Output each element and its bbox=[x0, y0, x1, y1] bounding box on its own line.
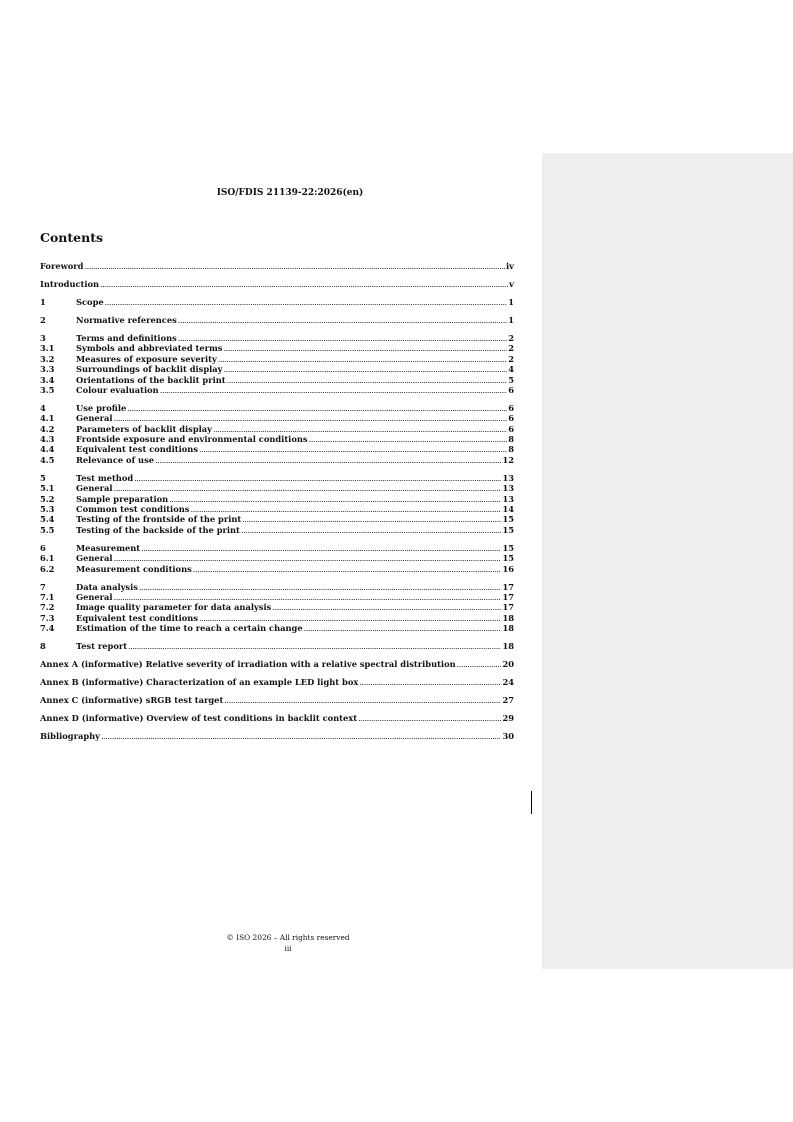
toc-dot-leader bbox=[101, 731, 501, 741]
toc-entry-page: 13 bbox=[502, 472, 514, 483]
toc-entry-title: Bibliography bbox=[40, 730, 101, 741]
toc-entry-title: Sample preparation bbox=[76, 493, 169, 504]
toc-entry[interactable] bbox=[40, 713, 514, 723]
toc-dot-leader bbox=[242, 514, 501, 524]
toc-dot-leader bbox=[358, 713, 501, 723]
toc-entry-title: Annex D (informative) Overview of test conditions in backlit context bbox=[40, 713, 358, 723]
toc-entry-title: Test report bbox=[76, 641, 128, 652]
toc-entry-page: 29 bbox=[502, 713, 514, 723]
toc-entry-number: 4 bbox=[40, 402, 46, 413]
toc-entry-number: 5.2 bbox=[40, 493, 55, 504]
toc-entry-page: 17 bbox=[502, 591, 514, 602]
toc-entry-title: Introduction bbox=[40, 278, 100, 289]
toc-entry-number: 7.3 bbox=[40, 612, 55, 623]
copyright-notice: © ISO 2026 – All rights reserved bbox=[226, 933, 350, 942]
toc-entry-number: 4.4 bbox=[40, 444, 55, 455]
toc-entry[interactable] bbox=[40, 343, 514, 353]
toc-entry-page: 12 bbox=[502, 454, 514, 465]
toc-entry-title: Symbols and abbreviated terms bbox=[76, 343, 223, 354]
toc-dot-leader bbox=[241, 525, 502, 535]
toc-entry-title: Orientations of the backlit print bbox=[76, 374, 226, 385]
toc-entry-page: 8 bbox=[508, 444, 514, 455]
toc-entry-number: 3 bbox=[40, 332, 46, 343]
toc-entry[interactable] bbox=[40, 455, 514, 465]
toc-entry[interactable] bbox=[40, 354, 514, 364]
toc-entry-title: Annex A (informative) Relative severity of irradiation with a relative spectral distribution bbox=[40, 659, 456, 670]
toc-entry-page: 2 bbox=[508, 343, 514, 354]
toc-dot-leader bbox=[199, 444, 507, 454]
toc-dot-leader bbox=[134, 473, 501, 483]
toc-entry-title: Frontside exposure and environmental conditions bbox=[76, 434, 308, 445]
toc-dot-leader bbox=[359, 677, 501, 687]
toc-entry-number: 7.1 bbox=[40, 591, 55, 602]
toc-entry-title: Equivalent test conditions bbox=[76, 612, 198, 623]
table-of-contents bbox=[40, 261, 514, 741]
toc-entry-page: 27 bbox=[502, 695, 514, 706]
toc-entry-number: 3.2 bbox=[40, 353, 55, 364]
toc-entry-number: 3.1 bbox=[40, 343, 55, 354]
toc-entry-number: 5.1 bbox=[40, 483, 55, 494]
toc-entry-title: Surroundings of backlit display bbox=[76, 364, 223, 375]
toc-entry-title: Common test conditions bbox=[76, 503, 190, 514]
toc-dot-leader bbox=[457, 659, 502, 669]
toc-entry-title: Testing of the backside of the print bbox=[76, 524, 240, 535]
toc-entry[interactable] bbox=[40, 483, 514, 493]
toc-dot-leader bbox=[114, 413, 508, 423]
document-id-header: ISO/FDIS 21139-22:2026(en) bbox=[216, 188, 364, 198]
toc-entry-title: Data analysis bbox=[76, 581, 138, 592]
toc-entry[interactable] bbox=[40, 514, 514, 524]
toc-entry-number: 5.5 bbox=[40, 524, 55, 535]
toc-dot-leader bbox=[224, 695, 501, 705]
toc-entry-page: 6 bbox=[508, 402, 514, 413]
toc-dot-leader bbox=[227, 375, 508, 385]
toc-entry[interactable] bbox=[40, 473, 514, 483]
toc-entry[interactable] bbox=[40, 564, 514, 574]
toc-entry[interactable] bbox=[40, 385, 514, 395]
toc-entry-number: 1 bbox=[40, 296, 46, 307]
toc-entry-page: 1 bbox=[508, 296, 514, 307]
toc-dot-leader bbox=[155, 455, 501, 465]
toc-entry-title: Annex C (informative) sRGB test target bbox=[40, 695, 224, 706]
toc-entry[interactable] bbox=[40, 582, 514, 592]
toc-entry-title: Colour evaluation bbox=[76, 384, 159, 395]
toc-entry[interactable] bbox=[40, 279, 514, 289]
toc-entry[interactable] bbox=[40, 375, 514, 385]
toc-entry[interactable] bbox=[40, 364, 514, 374]
toc-entry-page: 18 bbox=[502, 641, 514, 652]
toc-dot-leader bbox=[105, 297, 508, 307]
toc-entry-page: 17 bbox=[502, 581, 514, 592]
toc-entry-number: 3.5 bbox=[40, 384, 55, 395]
toc-entry-page: 20 bbox=[502, 659, 514, 670]
toc-dot-leader bbox=[304, 623, 502, 633]
toc-entry-number: 4.5 bbox=[40, 454, 55, 465]
toc-entry-title: Scope bbox=[76, 296, 104, 307]
toc-entry[interactable] bbox=[40, 315, 514, 325]
toc-entry-number: 7.4 bbox=[40, 623, 55, 634]
toc-dot-leader bbox=[84, 261, 505, 271]
toc-entry-title: General bbox=[76, 553, 113, 564]
toc-entry-title: Foreword bbox=[40, 261, 84, 271]
toc-entry-title: Equivalent test conditions bbox=[76, 444, 198, 455]
toc-entry-page: 24 bbox=[502, 677, 514, 688]
toc-dot-leader bbox=[178, 333, 507, 343]
toc-entry[interactable] bbox=[40, 504, 514, 514]
toc-entry[interactable] bbox=[40, 731, 514, 741]
toc-entry-number: 6.1 bbox=[40, 553, 55, 564]
toc-entry[interactable] bbox=[40, 543, 514, 553]
toc-dot-leader bbox=[114, 553, 502, 563]
toc-entry-page: 15 bbox=[502, 553, 514, 564]
toc-entry-title: Measurement conditions bbox=[76, 563, 192, 574]
toc-entry-title: Annex B (informative) Characterization of an example LED light box bbox=[40, 677, 359, 688]
toc-entry-page: 15 bbox=[502, 542, 514, 553]
toc-entry-title: Terms and definitions bbox=[76, 332, 177, 343]
toc-dot-leader bbox=[309, 434, 508, 444]
toc-dot-leader bbox=[114, 483, 502, 493]
toc-entry[interactable] bbox=[40, 695, 514, 705]
toc-entry-number: 8 bbox=[40, 641, 46, 652]
toc-entry-page: 4 bbox=[508, 364, 514, 375]
toc-dot-leader bbox=[114, 592, 502, 602]
toc-entry-title: Parameters of backlit display bbox=[76, 423, 213, 434]
toc-entry[interactable] bbox=[40, 592, 514, 602]
toc-dot-leader bbox=[127, 403, 507, 413]
toc-dot-leader bbox=[128, 641, 501, 651]
toc-entry[interactable] bbox=[40, 659, 514, 669]
toc-entry-page: 6 bbox=[508, 423, 514, 434]
toc-entry-number: 3.3 bbox=[40, 364, 55, 375]
toc-entry[interactable] bbox=[40, 602, 514, 612]
toc-entry[interactable] bbox=[40, 641, 514, 651]
page-footer bbox=[40, 932, 536, 954]
toc-entry[interactable] bbox=[40, 333, 514, 343]
toc-entry-number: 7.2 bbox=[40, 602, 55, 613]
toc-dot-leader bbox=[178, 315, 507, 325]
toc-entry-title: General bbox=[76, 591, 113, 602]
toc-dot-leader bbox=[160, 385, 508, 395]
toc-entry-number: 2 bbox=[40, 314, 46, 325]
toc-entry-title: Measures of exposure severity bbox=[76, 353, 217, 364]
toc-dot-leader bbox=[223, 364, 507, 374]
toc-entry[interactable] bbox=[40, 297, 514, 307]
toc-entry-title: General bbox=[76, 483, 113, 494]
toc-entry[interactable] bbox=[40, 613, 514, 623]
toc-entry[interactable] bbox=[40, 623, 514, 633]
toc-entry-page: 13 bbox=[502, 483, 514, 494]
toc-entry[interactable] bbox=[40, 444, 514, 454]
toc-entry-title: Measurement bbox=[76, 542, 141, 553]
comment-pane bbox=[542, 153, 793, 969]
toc-dot-leader bbox=[190, 504, 501, 514]
toc-entry-title: Test method bbox=[76, 472, 134, 483]
toc-entry-page: 16 bbox=[502, 563, 514, 574]
toc-entry-title: Use profile bbox=[76, 402, 127, 413]
toc-dot-leader bbox=[141, 543, 501, 553]
toc-entry-number: 5 bbox=[40, 472, 46, 483]
toc-entry-number: 4.3 bbox=[40, 434, 55, 445]
toc-entry-title: Image quality parameter for data analysis bbox=[76, 602, 272, 613]
toc-entry-number: 5.3 bbox=[40, 503, 55, 514]
toc-entry-title: Relevance of use bbox=[76, 454, 155, 465]
toc-entry-page: 13 bbox=[502, 493, 514, 504]
toc-entry-page: 6 bbox=[508, 413, 514, 424]
toc-entry[interactable] bbox=[40, 553, 514, 563]
toc-entry-number: 7 bbox=[40, 581, 46, 592]
toc-entry-page: 1 bbox=[508, 314, 514, 325]
toc-dot-leader bbox=[199, 613, 501, 623]
toc-entry-number: 5.4 bbox=[40, 514, 55, 525]
toc-entry[interactable] bbox=[40, 434, 514, 444]
contents-heading: Contents bbox=[40, 230, 104, 245]
toc-entry-title: Normative references bbox=[76, 314, 177, 325]
toc-entry[interactable] bbox=[40, 413, 514, 423]
page-number: iii bbox=[284, 944, 292, 953]
toc-entry-number: 4.2 bbox=[40, 423, 55, 434]
toc-entry-page: v bbox=[509, 278, 514, 289]
toc-dot-leader bbox=[213, 424, 507, 434]
toc-dot-leader bbox=[193, 564, 502, 574]
toc-entry[interactable] bbox=[40, 403, 514, 413]
toc-entry-page: 30 bbox=[502, 730, 514, 741]
toc-entry-title: Testing of the frontside of the print bbox=[76, 514, 242, 525]
toc-entry-number: 4.1 bbox=[40, 413, 55, 424]
toc-entry-page: 6 bbox=[508, 384, 514, 395]
toc-entry-title: General bbox=[76, 413, 113, 424]
toc-entry-page: 15 bbox=[502, 514, 514, 525]
toc-dot-leader bbox=[100, 279, 508, 289]
toc-dot-leader bbox=[272, 602, 501, 612]
toc-dot-leader bbox=[223, 343, 507, 353]
toc-dot-leader bbox=[139, 582, 502, 592]
toc-entry-page: 14 bbox=[502, 503, 514, 514]
toc-entry[interactable] bbox=[40, 525, 514, 535]
toc-entry-page: 18 bbox=[502, 623, 514, 634]
toc-entry-page: 17 bbox=[502, 602, 514, 613]
toc-entry[interactable] bbox=[40, 424, 514, 434]
toc-entry-page: 2 bbox=[508, 332, 514, 343]
toc-dot-leader bbox=[169, 494, 501, 504]
toc-entry-number: 3.4 bbox=[40, 374, 55, 385]
toc-entry-number: 6.2 bbox=[40, 563, 55, 574]
toc-entry-page: 5 bbox=[508, 374, 514, 385]
toc-dot-leader bbox=[218, 354, 507, 364]
toc-entry-number: 6 bbox=[40, 542, 46, 553]
toc-entry[interactable] bbox=[40, 494, 514, 504]
toc-entry-page: 18 bbox=[502, 612, 514, 623]
toc-entry-page: 2 bbox=[508, 353, 514, 364]
toc-entry-page: iv bbox=[506, 261, 514, 271]
toc-entry[interactable] bbox=[40, 677, 514, 687]
toc-entry-title: Estimation of the time to reach a certain change bbox=[76, 623, 303, 634]
toc-entry-page: 15 bbox=[502, 524, 514, 535]
text-cursor bbox=[531, 791, 532, 814]
toc-entry[interactable] bbox=[40, 261, 514, 271]
toc-entry-page: 8 bbox=[508, 434, 514, 445]
